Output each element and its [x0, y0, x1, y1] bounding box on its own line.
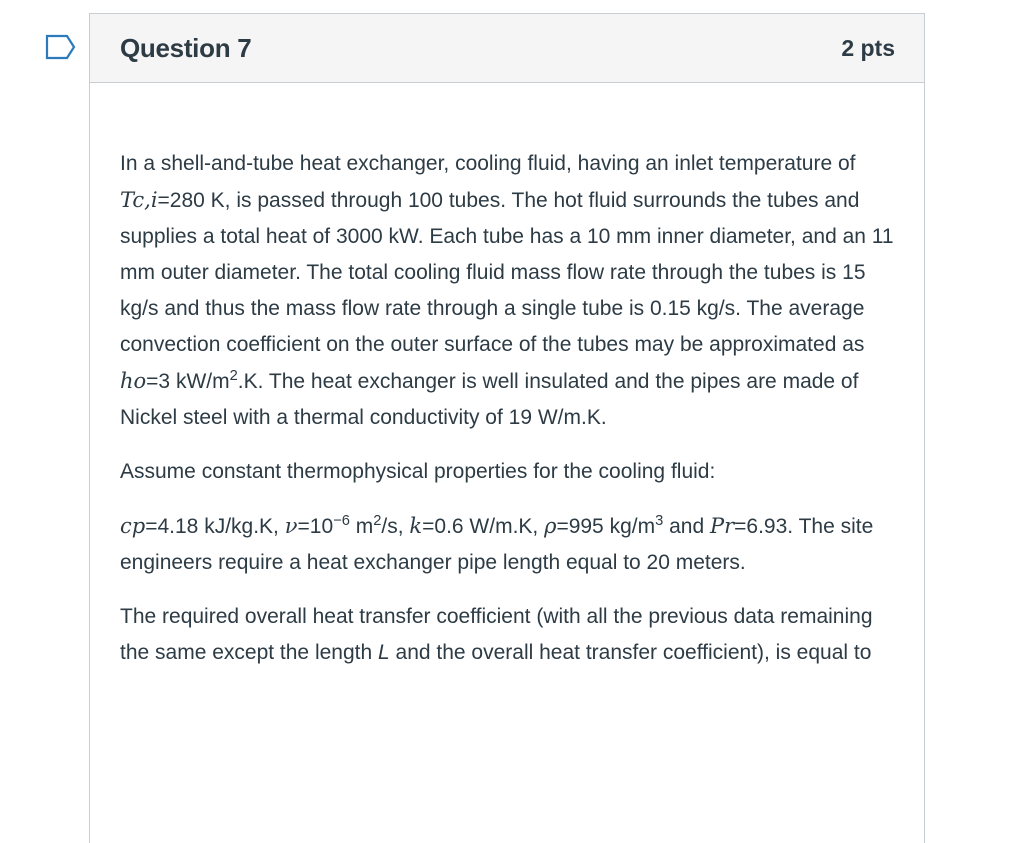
question-card	[89, 13, 925, 843]
question-paragraph-2: Assume constant thermophysical properties for the cooling fluid:	[120, 460, 716, 483]
variable-tci: Tc,i	[120, 188, 158, 212]
variable-ho: ho	[120, 369, 147, 393]
question-paragraph-4: The required overall heat transfer coefficient (with all the previous data remaining the same except the length L and the overall heat transfer coefficient), is equal to	[120, 605, 873, 664]
question-points: 2 pts	[841, 34, 895, 61]
flag-outline-icon[interactable]	[45, 34, 77, 60]
variable-l: L	[378, 641, 390, 664]
question-header	[90, 14, 924, 83]
variable-rho: ρ	[544, 514, 557, 538]
question-paragraph-1: In a shell-and-tube heat exchanger, cooling fluid, having an inlet temperature of Tc,i=280 K, is passed through 100 tubes. The hot fluid surrounds the tubes and supplies a total heat of 3000 kW. Each tube has a 10 mm inner diameter, and an 11 mm outer diameter. The total cooling fluid mass flow rate through the tubes is 15 kg/s and thus the mass flow rate through a single tube is 0.15 kg/s. The average convection coefficient on the outer surface of the tubes may be approximated as ho=3 $kW/m^2.K$. The heat exchanger is well insulated and the pipes are made of Nickel steel with a thermal conductivity of 19 W/m.K.	[120, 152, 894, 429]
variable-cp: cp	[120, 514, 146, 538]
variable-nu: ν	[284, 514, 298, 538]
question-paragraph-3: cp=4.18 kJ/kg.K, $\nu=10^{-6}$ $m^2/s$, k=0.6 W/m.K, ρ=995 $kg/m^3$ and Pr=6.93. The site engineers require a heat exchanger pipe length equal to 20 meters.	[120, 512, 874, 574]
variable-pr: Pr	[709, 514, 735, 538]
question-text	[90, 83, 924, 671]
question-title: Question 7	[120, 32, 252, 63]
variable-k: k	[409, 514, 423, 538]
